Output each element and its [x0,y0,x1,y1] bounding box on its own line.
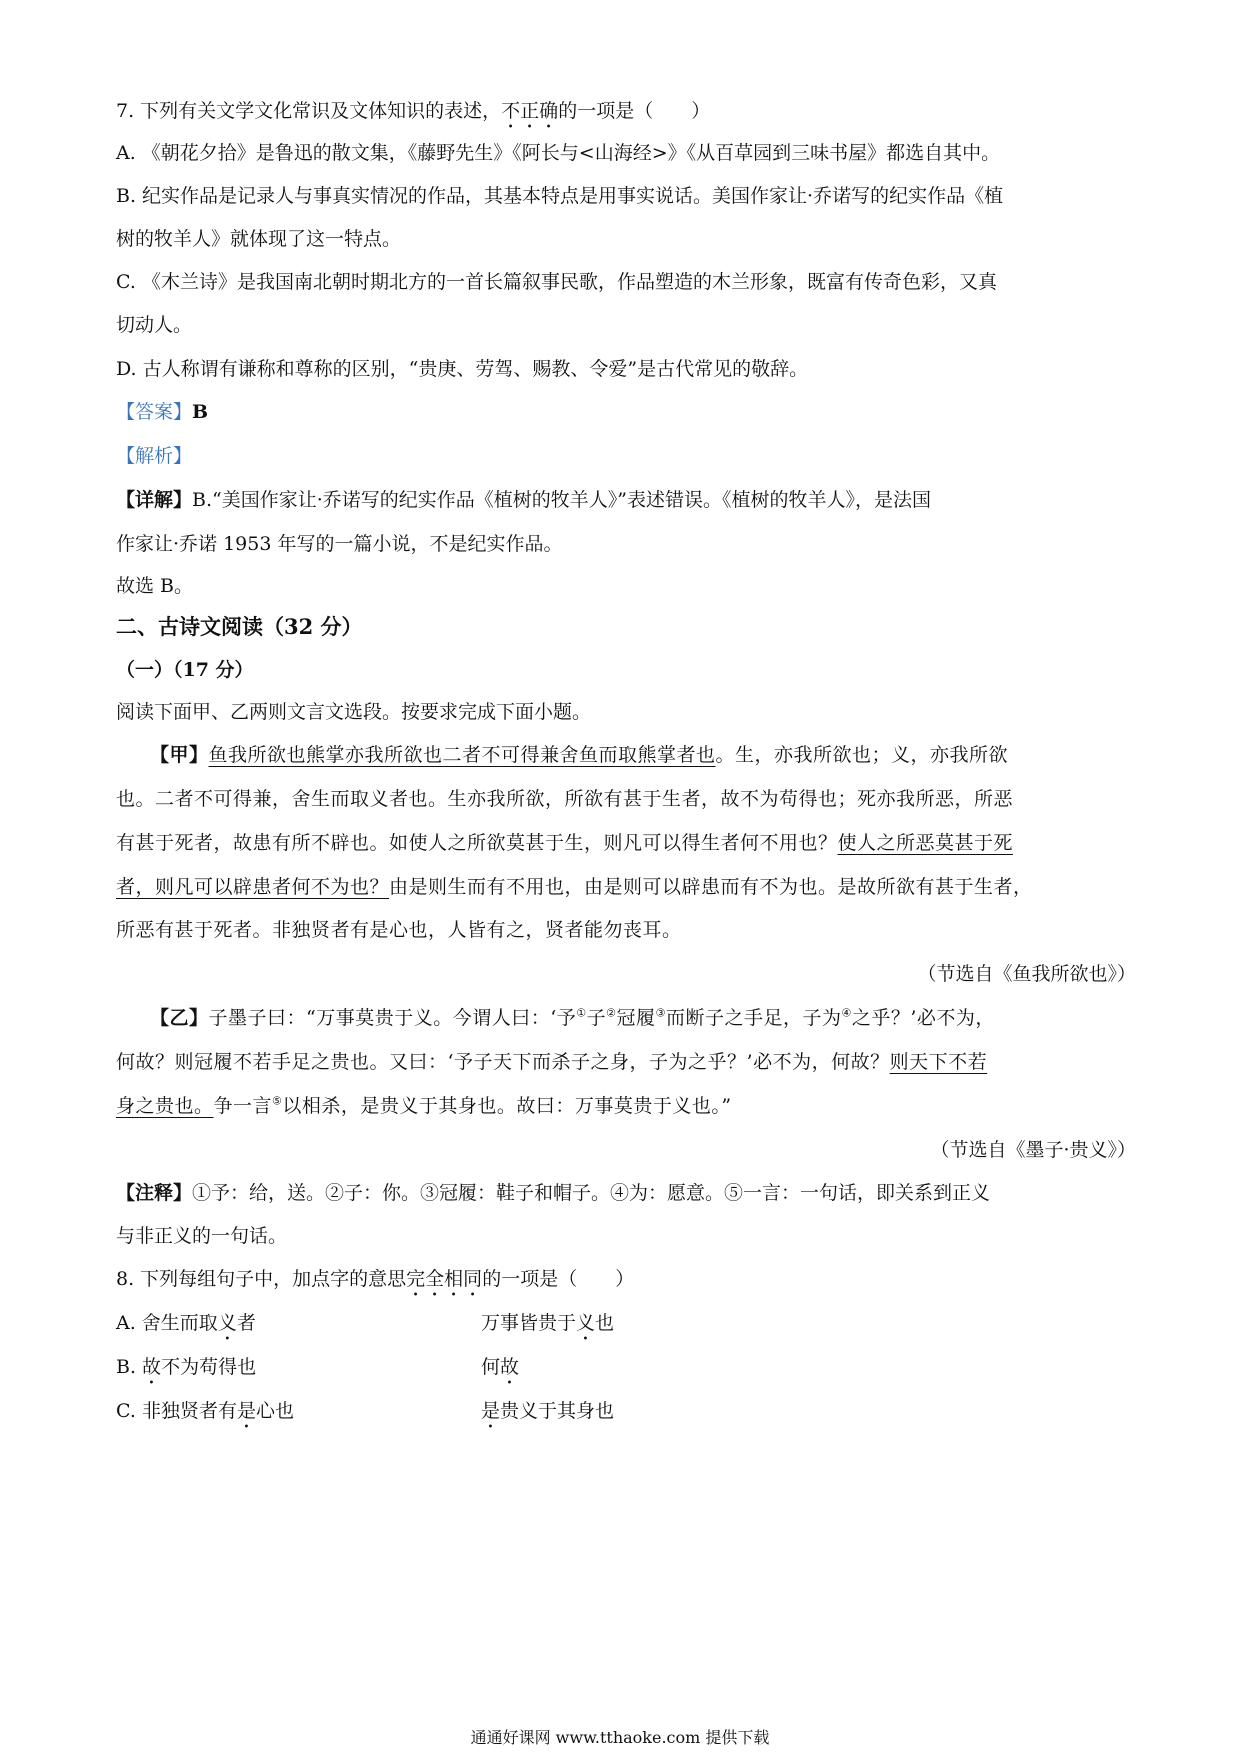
jia-source: （节选自《鱼我所欲也》） [917,963,1136,985]
q7-option-a: A. 《朝花夕拾》是鲁迅的散文集，《藤野先生》《阿长与<山海经>》《从百草园到三味书屋》都选自其中。 [116,142,1001,164]
q7-option-b-line2: 树的牧羊人》就体现了这一特点。 [116,228,402,250]
q7-conclusion: 故选 B。 [116,575,194,597]
yi-line3: 身之贵也。争一言⑤以相杀，是贵义于其身也。故曰：万事莫贵于义也。” [116,1094,732,1117]
q7-option-c-line1: C. 《木兰诗》是我国南北朝时期北方的一首长篇叙事民歌，作品塑造的木兰形象，既富有传奇色彩，又真 [116,271,997,293]
q7-option-c-line2: 切动人。 [116,314,193,336]
q7-stem: 7. 下列有关文学文化常识及文体知识的表述，不正确的一项是（ ） [116,100,711,122]
jia-line3: 有甚于死者，故患有所不辟也。如使人之所欲莫甚于生，则凡可以得生者何不用也？使人之所恶莫甚于死 [116,832,1014,854]
q7-detail-line2: 作家让·乔诺 1953 年写的一篇小说，不是纪实作品。 [116,533,563,555]
notes-line2: 与非正义的一句话。 [116,1225,288,1247]
jia-line2: 也。二者不可得兼，舍生而取义者也。生亦我所欲，所欲有甚于生者，故不为苟得也；死亦我所恶，所恶 [116,788,1014,810]
q7-option-b-line1: B. 纪实作品是记录人与事真实情况的作品，其基本特点是用事实说话。美国作家让·乔诺写的纪实作品《植 [116,185,1004,207]
subsection-title: （一）（17 分） [116,659,254,681]
yi-source: （节选自《墨子·贵义》） [930,1139,1136,1161]
q8-option-c: C. 非独贤者有是心也 是贵义于其身也 [116,1400,615,1422]
q8-option-a: A. 舍生而取义者 万事皆贵于义也 [116,1312,615,1334]
q7-option-d: D. 古人称谓有谦称和尊称的区别，“贵庚、劳驾、赐教、令爱”是古代常见的敬辞。 [116,358,809,380]
reading-intro: 阅读下面甲、乙两则文言文选段。按要求完成下面小题。 [116,701,592,723]
yi-line1: 【乙】子墨子曰：“万事莫贵于义。今谓人曰：‘予①子②冠履③而断子之手足，子为④之乎？’必不为， [150,1006,995,1029]
q7-analysis-label: 【解析】 [116,445,193,467]
jia-line4: 者，则凡可以辟患者何不为也？由是则生而有不用也，由是则可以辟患而有不为也。是故所欲有甚于生者， [116,876,1033,898]
jia-line1: 【甲】鱼我所欲也熊掌亦我所欲也二者不可得兼舍鱼而取熊掌者也。生，亦我所欲也；义，亦我所欲 [150,744,1009,766]
jia-line5: 所恶有甚于死者。非独贤者有是心也，人皆有之，贤者能勿丧耳。 [116,919,682,941]
page-footer: 通通好课网 www.tthaoke.com 提供下载 [470,1728,770,1747]
q8-option-b: B. 故不为苟得也 何故 [116,1356,520,1378]
q8-stem: 8. 下列每组句子中，加点字的意思完全相同的一项是（ ） [116,1268,635,1290]
section-title: 二、古诗文阅读（32 分） [116,614,363,639]
yi-line2: 何故？则冠履不若手足之贵也。又曰：‘予子天下而杀子之身，子为之乎？’必不为，何故？则天下不若 [116,1051,988,1073]
notes-line1: 【注释】①予：给，送。②子：你。③冠履：鞋子和帽子。④为：愿意。⑤一言：一句话，即关系到正义 [116,1182,991,1204]
q7-detail-line1: 【详解】B.“美国作家让·乔诺写的纪实作品《植树的牧羊人》”表述错误。《植树的牧羊人》，是法国 [116,489,931,511]
q7-answer: 【答案】B [116,401,209,423]
